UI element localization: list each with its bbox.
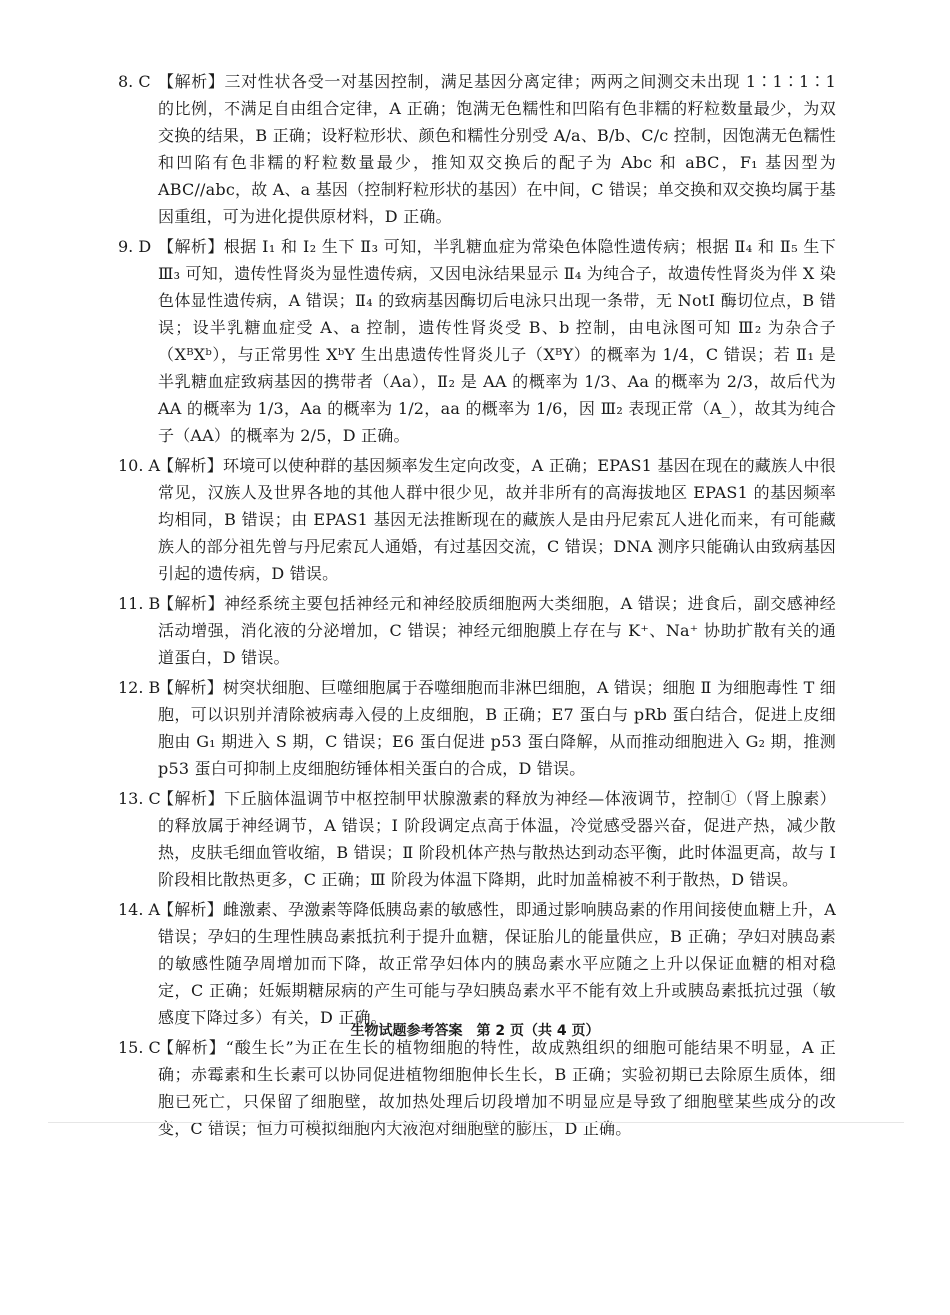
answer-item-12 xyxy=(118,674,836,782)
answer-explanation: 【解析】“酸生长”为正在生长的植物细胞的特性，故成熟组织的细胞可能结果不明显，A 正确；赤霉素和生长素可以协同促进植物细胞伸长生长，B 正确；实验初期已去除原生质体，细胞已死亡，只保留了细胞壁，故加热处理后切段增加不明显应是导致了细胞壁某些成分的改变，C 错误；恒力可模拟细胞内大液泡对细胞壁的膨压，D 正确。 xyxy=(158,1038,836,1138)
answer-item-9 xyxy=(118,233,836,449)
answer-explanation: 【解析】树突状细胞、巨噬细胞属于吞噬细胞而非淋巴细胞，A 错误；细胞 Ⅱ 为细胞毒性 T 细胞，可以识别并清除被病毒入侵的上皮细胞，B 正确；E7 蛋白与 pRb 蛋白结合，促进上皮细胞由 G₁ 期进入 S 期，C 错误；E6 蛋白促进 p53 蛋白降解，从而推动细胞进入 G₂ 期，推测 p53 蛋白可抑制上皮细胞纺锤体相关蛋白的合成，D 错误。 xyxy=(158,678,836,778)
answer-item-8 xyxy=(118,68,836,230)
page-footer: 生物试题参考答案 第 2 页（共 4 页） xyxy=(350,1023,600,1039)
answer-explanation: 【解析】下丘脑体温调节中枢控制甲状腺激素的释放为神经—体液调节，控制①（肾上腺素）的释放属于神经调节，A 错误；Ⅰ 阶段调定点高于体温，冷觉感受器兴奋，促进产热，减少散热，皮肤毛细血管收缩，B 错误；Ⅱ 阶段机体产热与散热达到动态平衡，此时体温更高，故与 Ⅰ 阶段相比散热更多，C 正确；Ⅲ 阶段为体温下降期，此时加盖棉被不利于散热，D 错误。 xyxy=(158,789,836,889)
answer-item-11 xyxy=(118,590,836,671)
answer-number: 10. A xyxy=(118,456,161,475)
answer-number: 13. C xyxy=(118,789,161,808)
answer-explanation: 【解析】雌激素、孕激素等降低胰岛素的敏感性，即通过影响胰岛素的作用间接使血糖上升，A 错误；孕妇的生理性胰岛素抵抗利于提升血糖，保证胎儿的能量供应，B 正确；孕妇对胰岛素的敏感性随孕周增加而下降，故正常孕妇体内的胰岛素水平应随之上升以保证血糖的相对稳定，C 正确；妊娠期糖尿病的产生可能与孕妇胰岛素水平不能有效上升或胰岛素抵抗过强（敏感度下降过多）有关，D 正确。 xyxy=(158,900,836,1027)
answer-item-10 xyxy=(118,452,836,587)
answer-number: 8. C xyxy=(118,72,151,91)
answer-item-14 xyxy=(118,896,836,1031)
answer-number: 11. B xyxy=(118,594,161,613)
answer-explanation: 【解析】环境可以使种群的基因频率发生定向改变，A 正确；EPAS1 基因在现在的藏族人中很常见，汉族人及世界各地的其他人群中很少见，故并非所有的高海拔地区 EPAS1 的基因频率均相同，B 错误；由 EPAS1 基因无法推断现在的藏族人是由丹尼索瓦人进化而来，有可能藏族人的部分祖先曾与丹尼索瓦人通婚，有过基因交流，C 错误；DNA 测序只能确认由致病基因引起的遗传病，D 错误。 xyxy=(158,456,836,583)
answer-number: 9. D xyxy=(118,237,152,256)
answer-list xyxy=(118,68,836,1145)
answer-item-15 xyxy=(118,1034,836,1142)
page-divider xyxy=(48,1122,904,1123)
answer-number: 15. C xyxy=(118,1038,161,1057)
answer-explanation: 【解析】神经系统主要包括神经元和神经胶质细胞两大类细胞，A 错误；进食后，副交感神经活动增强，消化液的分泌增加，C 错误；神经元细胞膜上存在与 K⁺、Na⁺ 协助扩散有关的通道蛋白，D 错误。 xyxy=(158,594,836,667)
answer-explanation: 【解析】根据 Ⅰ₁ 和 Ⅰ₂ 生下 Ⅱ₃ 可知，半乳糖血症为常染色体隐性遗传病；根据 Ⅱ₄ 和 Ⅱ₅ 生下 Ⅲ₃ 可知，遗传性肾炎为显性遗传病，又因电泳结果显示 Ⅱ₄ 为纯合子，故遗传性肾炎为伴 X 染色体显性遗传病，A 错误；Ⅱ₄ 的致病基因酶切后电泳只出现一条带，无 NotⅠ 酶切位点，B 错误；设半乳糖血症受 A、a 控制，遗传性肾炎受 B、b 控制，由电泳图可知 Ⅲ₂ 为杂合子（XᴮXᵇ），与正常男性 XᵇY 生出患遗传性肾炎儿子（XᴮY）的概率为 1/4，C 错误；若 Ⅱ₁ 是半乳糖血症致病基因的携带者（Aa），Ⅱ₂ 是 AA 的概率为 1/3、Aa 的概率为 2/3，故后代为 AA 的概率为 1/3，Aa 的概率为 1/2，aa 的概率为 1/6，因 Ⅲ₂ 表现正常（A_），故其为纯合子（AA）的概率为 2/5，D 正确。 xyxy=(158,237,836,445)
answer-explanation: 【解析】三对性状各受一对基因控制，满足基因分离定律；两两之间测交未出现 1∶1∶1∶1 的比例，不满足自由组合定律，A 正确；饱满无色糯性和凹陷有色非糯的籽粒数量最少，为双交换的结果，B 正确；设籽粒形状、颜色和糯性分别受 A/a、B/b、C/c 控制，因饱满无色糯性和凹陷有色非糯的籽粒数量最少，推知双交换后的配子为 Abc 和 aBC，F₁ 基因型为 ABC//abc，故 A、a 基因（控制籽粒形状的基因）在中间，C 错误；单交换和双交换均属于基因重组，可为进化提供原材料，D 正确。 xyxy=(158,72,836,226)
answer-item-13 xyxy=(118,785,836,893)
answer-number: 12. B xyxy=(118,678,161,697)
answer-number: 14. A xyxy=(118,900,161,919)
